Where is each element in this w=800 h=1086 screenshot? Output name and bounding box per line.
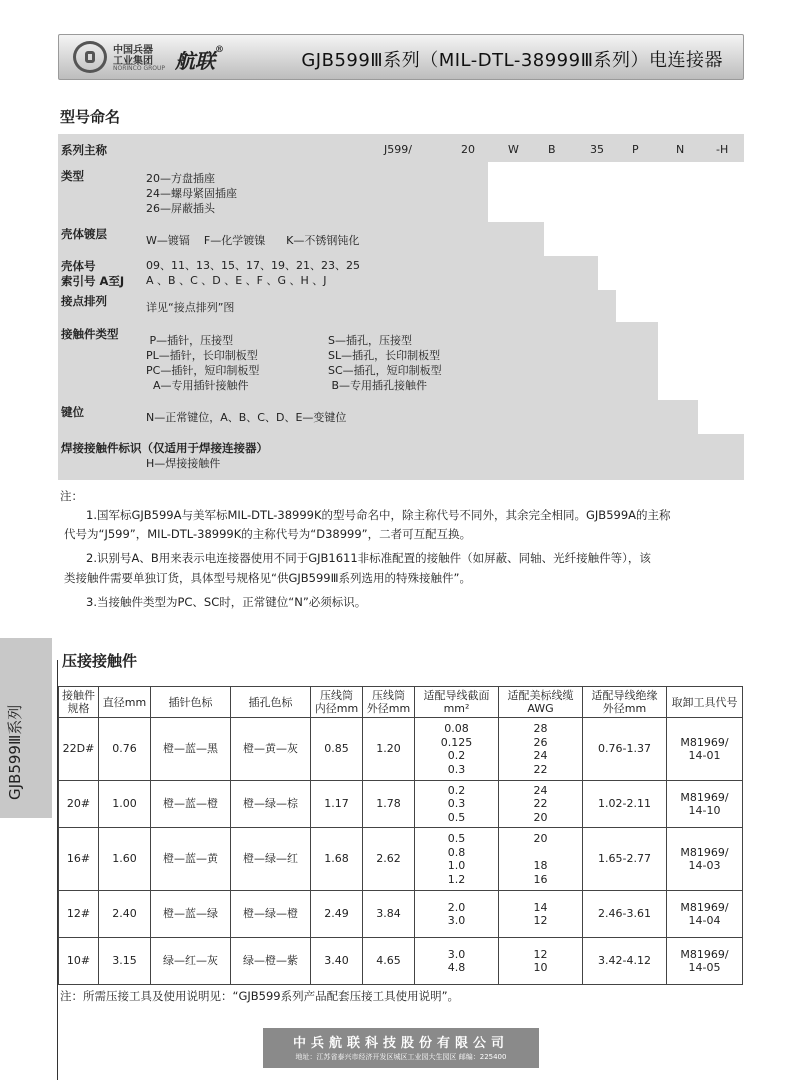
cell-tool: M81969/ 14-03 <box>667 828 743 891</box>
page-footer <box>263 1028 539 1068</box>
brand-name: 航联® <box>175 45 224 73</box>
cell-socket-color: 橙—绿—棕 <box>231 781 311 828</box>
cell-tool: M81969/ 14-10 <box>667 781 743 828</box>
code-layout: 35 <box>590 143 604 156</box>
footer-address: 地址：江苏省泰兴市经济开发区城区工业园大生园区 邮编：225400 <box>295 1053 507 1061</box>
cell-awg: 12 10 <box>499 938 583 985</box>
cell-socket-color: 橙—绿—橙 <box>231 891 311 938</box>
cell-size: 16# <box>59 828 99 891</box>
row-text-type: 20—方盘插座 24—螺母紧固插座 26—屏蔽插头 <box>146 172 237 215</box>
notes-heading: 注： <box>60 489 83 503</box>
cell-pin-color: 橙—蓝—黑 <box>151 718 231 781</box>
band-layout <box>58 290 616 322</box>
logo-en-text: NORINCO GROUP <box>113 65 166 72</box>
col-header-diameter: 直径mm <box>99 687 151 718</box>
cell-socket-color: 橙—绿—红 <box>231 828 311 891</box>
cell-wire-section: 0.2 0.3 0.5 <box>415 781 499 828</box>
row-label-series: 系列主称 <box>61 143 107 157</box>
cell-size: 12# <box>59 891 99 938</box>
col-header-pin-color: 插针色标 <box>151 687 231 718</box>
cell-insulation: 0.76-1.37 <box>583 718 667 781</box>
row-text-shell: 09、11、13、15、17、19、21、23、25 A 、B 、C 、D 、E 、F 、G 、H 、J <box>146 259 360 287</box>
table-row <box>59 718 743 781</box>
cell-barrel-outer: 1.20 <box>363 718 415 781</box>
cell-pin-color: 橙—蓝—黄 <box>151 828 231 891</box>
cell-awg: 24 22 20 <box>499 781 583 828</box>
naming-section-title: 型号命名 <box>60 108 121 126</box>
note-line: 1.国军标GJB599A与美军标MIL-DTL-38999K的型号命名中，除主称代号不同外，其余完全相同。GJB599A的主称 <box>86 508 671 522</box>
cell-size: 10# <box>59 938 99 985</box>
row-text-solder: H—焊接接触件 <box>146 457 221 470</box>
cell-diameter: 3.15 <box>99 938 151 985</box>
cell-barrel-inner: 1.17 <box>311 781 363 828</box>
cell-wire-section: 3.0 4.8 <box>415 938 499 985</box>
cell-wire-section: 2.0 3.0 <box>415 891 499 938</box>
logo-cn-text: 中国兵器 工业集团 <box>113 45 153 67</box>
row-label-shell: 壳体号 <box>61 259 96 273</box>
side-tab-label: GJB599Ⅲ系列 <box>6 704 24 800</box>
cell-barrel-outer: 1.78 <box>363 781 415 828</box>
col-header-awg: 适配美标线缆 AWG <box>499 687 583 718</box>
page-title: GJB599Ⅲ系列（MIL-DTL-38999Ⅲ系列）电连接器 <box>301 50 723 71</box>
code-type: 20 <box>461 143 475 156</box>
col-header-barrel-inner: 压线筒 内径mm <box>311 687 363 718</box>
cell-diameter: 2.40 <box>99 891 151 938</box>
code-plating: W <box>508 143 519 156</box>
crimp-section-title: 压接接触件 <box>62 652 138 670</box>
note-line: 2.识别号A、B用来表示电连接器使用不同于GJB1611非标准配置的接触件（如屏蔽、同轴、光纤接触件等），该 <box>86 551 651 565</box>
col-header-insulation: 适配导线绝缘 外径mm <box>583 687 667 718</box>
col-header-socket-color: 插孔色标 <box>231 687 311 718</box>
cell-socket-color: 绿—橙—紫 <box>231 938 311 985</box>
cell-insulation: 1.02-2.11 <box>583 781 667 828</box>
row-text-contact-pins: P—插针，压接型 PL—插针，长印制板型 PC—插针，短印制板型 A—专用插针接触件 <box>146 334 260 392</box>
cell-barrel-outer: 2.62 <box>363 828 415 891</box>
cell-tool: M81969/ 14-04 <box>667 891 743 938</box>
cell-barrel-inner: 2.49 <box>311 891 363 938</box>
table-row <box>59 891 743 938</box>
logo-emblem-icon <box>73 41 107 73</box>
cell-pin-color: 橙—蓝—橙 <box>151 781 231 828</box>
cell-barrel-inner: 0.85 <box>311 718 363 781</box>
row-label-keying: 键位 <box>61 405 84 419</box>
cell-insulation: 3.42-4.12 <box>583 938 667 985</box>
cell-tool: M81969/ 14-01 <box>667 718 743 781</box>
code-series: J599/ <box>384 143 412 156</box>
col-header-tool: 取卸工具代号 <box>667 687 743 718</box>
row-text-plating: W—镀镉 F—化学镀镍 K—不锈钢钝化 <box>146 234 360 247</box>
table-row <box>59 781 743 828</box>
code-shell: B <box>548 143 556 156</box>
row-label-contact-type: 接触件类型 <box>61 327 119 341</box>
cell-size: 22D# <box>59 718 99 781</box>
cell-insulation: 1.65-2.77 <box>583 828 667 891</box>
row-label-layout: 接点排列 <box>61 294 107 308</box>
footer-company: 中兵航联科技股份有限公司 <box>292 1036 509 1051</box>
page-header <box>58 34 744 80</box>
row-label-index: 索引号 A至J <box>61 274 125 288</box>
note-line: 3.当接触件类型为PC、SC时，正常键位“N”必须标识。 <box>86 595 367 609</box>
company-logo <box>63 39 243 75</box>
cell-socket-color: 橙—黄—灰 <box>231 718 311 781</box>
row-label-solder: 焊接接触件标识（仅适用于焊接连接器） <box>61 441 268 455</box>
row-label-plating: 壳体镀层 <box>61 227 107 241</box>
row-label-type: 类型 <box>61 169 84 183</box>
col-header-barrel-outer: 压线筒 外径mm <box>363 687 415 718</box>
row-text-layout: 详见“接点排列”图 <box>146 301 235 314</box>
cell-pin-color: 橙—蓝—绿 <box>151 891 231 938</box>
cell-awg: 28 26 24 22 <box>499 718 583 781</box>
cell-size: 20# <box>59 781 99 828</box>
band-type <box>58 162 488 222</box>
note-line: 类接触件需要单独订货，具体型号规格见“供GJB599Ⅲ系列选用的特殊接触件”。 <box>64 571 471 585</box>
code-key: N <box>676 143 685 156</box>
crimp-contacts-table <box>58 686 743 985</box>
table-header-row <box>59 687 743 718</box>
cell-awg: 20 18 16 <box>499 828 583 891</box>
note-line: 代号为“J599”，MIL-DTL-38999K的主称代号为“D38999”，二者可互配互换。 <box>64 527 472 541</box>
cell-diameter: 1.60 <box>99 828 151 891</box>
cell-wire-section: 0.08 0.125 0.2 0.3 <box>415 718 499 781</box>
row-text-keying: N—正常键位，A、B、C、D、E—变键位 <box>146 411 347 424</box>
row-text-contact-sockets: S—插孔，压接型 SL—插孔，长印制板型 SC—插孔，短印制板型 B—专用插孔接触件 <box>328 334 442 392</box>
cell-insulation: 2.46-3.61 <box>583 891 667 938</box>
cell-awg: 14 12 <box>499 891 583 938</box>
cell-diameter: 0.76 <box>99 718 151 781</box>
cell-barrel-inner: 1.68 <box>311 828 363 891</box>
cell-pin-color: 绿—红—灰 <box>151 938 231 985</box>
col-header-wire-section: 适配导线截面 mm² <box>415 687 499 718</box>
cell-barrel-outer: 3.84 <box>363 891 415 938</box>
cell-tool: M81969/ 14-05 <box>667 938 743 985</box>
table-row <box>59 828 743 891</box>
cell-barrel-inner: 3.40 <box>311 938 363 985</box>
code-contact: P <box>632 143 639 156</box>
cell-diameter: 1.00 <box>99 781 151 828</box>
code-solder: -H <box>716 143 729 156</box>
col-header-size: 接触件 规格 <box>59 687 99 718</box>
table-row <box>59 938 743 985</box>
cell-wire-section: 0.5 0.8 1.0 1.2 <box>415 828 499 891</box>
crimp-footnote: 注：所需压接工具及使用说明见：“GJB599系列产品配套压接工具使用说明”。 <box>60 989 460 1003</box>
cell-barrel-outer: 4.65 <box>363 938 415 985</box>
